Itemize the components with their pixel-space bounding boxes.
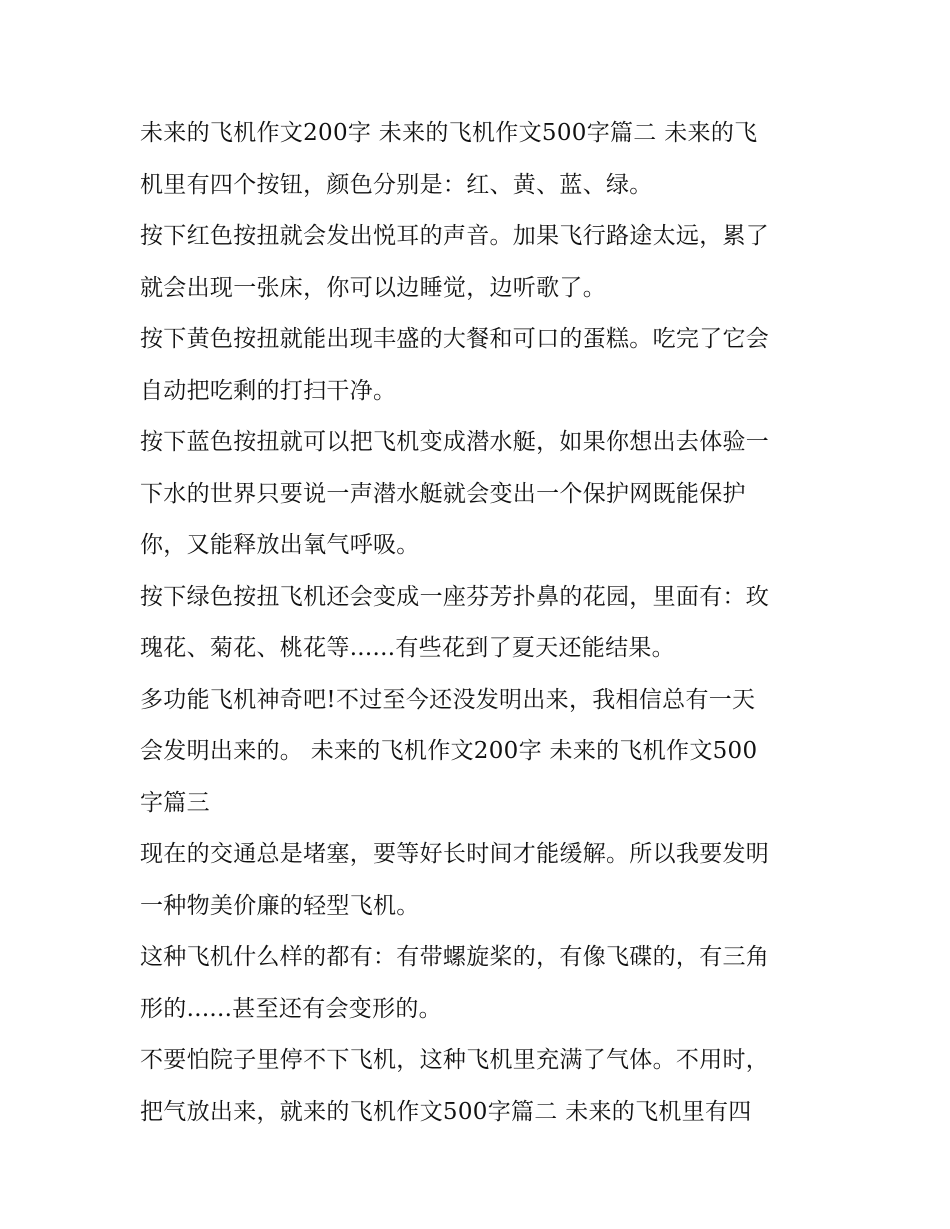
text-line: 现在的交通总是堵塞，要等好长时间才能缓解。所以我要发明 [140, 841, 770, 867]
text-line: 瑰花、菊花、桃花等......有些花到了夏天还能结果。 [140, 635, 675, 661]
text-line: 多功能飞机神奇吧!不过至今还没发明出来，我相信总有一天 [140, 686, 756, 713]
text-line: 自动把吃剩的打扫干净。 [140, 377, 397, 404]
text-line: 下水的世界只要说一声潜水艇就会变出一个保护网既能保护 [140, 480, 746, 507]
text-line: 按下蓝色按扭就可以把飞机变成潜水艇，如果你想出去体验一 [140, 429, 770, 455]
text-line: 就会出现一张床，你可以边睡觉，边听歌了。 [140, 274, 606, 301]
text-line: 未来的飞机作文200字 未来的飞机作文500字篇二 未来的飞 [140, 120, 758, 146]
text-line: 按下红色按扭就会发出悦耳的声音。加果飞行路途太远，累了 [140, 223, 770, 249]
text-line: 按下绿色按扭飞机还会变成一座芬芳扑鼻的花园，里面有：玫 [140, 583, 770, 610]
text-line: 把气放出来，就来的飞机作文500字篇二 未来的飞机里有四 [140, 1098, 752, 1125]
text-line: 会发明出来的。 未来的飞机作文200字 未来的飞机作文500 [140, 738, 758, 764]
text-line: 字篇三 [140, 789, 210, 816]
text-line: 你，又能释放出氧气呼吸。 [140, 532, 420, 558]
text-line: 一种物美价廉的轻型飞机。 [140, 892, 420, 919]
document-body [140, 108, 820, 1138]
text-line: 不要怕院子里停不下飞机，这种飞机里充满了气体。不用时， [140, 1047, 770, 1073]
text-line: 按下黄色按扭就能出现丰盛的大餐和可口的蛋糕。吃完了它会 [140, 326, 770, 352]
text-line: 机里有四个按钮，颜色分别是：红、黄、蓝、绿。 [140, 171, 653, 198]
text-line: 形的......甚至还有会变形的。 [140, 995, 442, 1022]
text-line: 这种飞机什么样的都有：有带螺旋桨的，有像飞碟的，有三角 [140, 944, 770, 970]
